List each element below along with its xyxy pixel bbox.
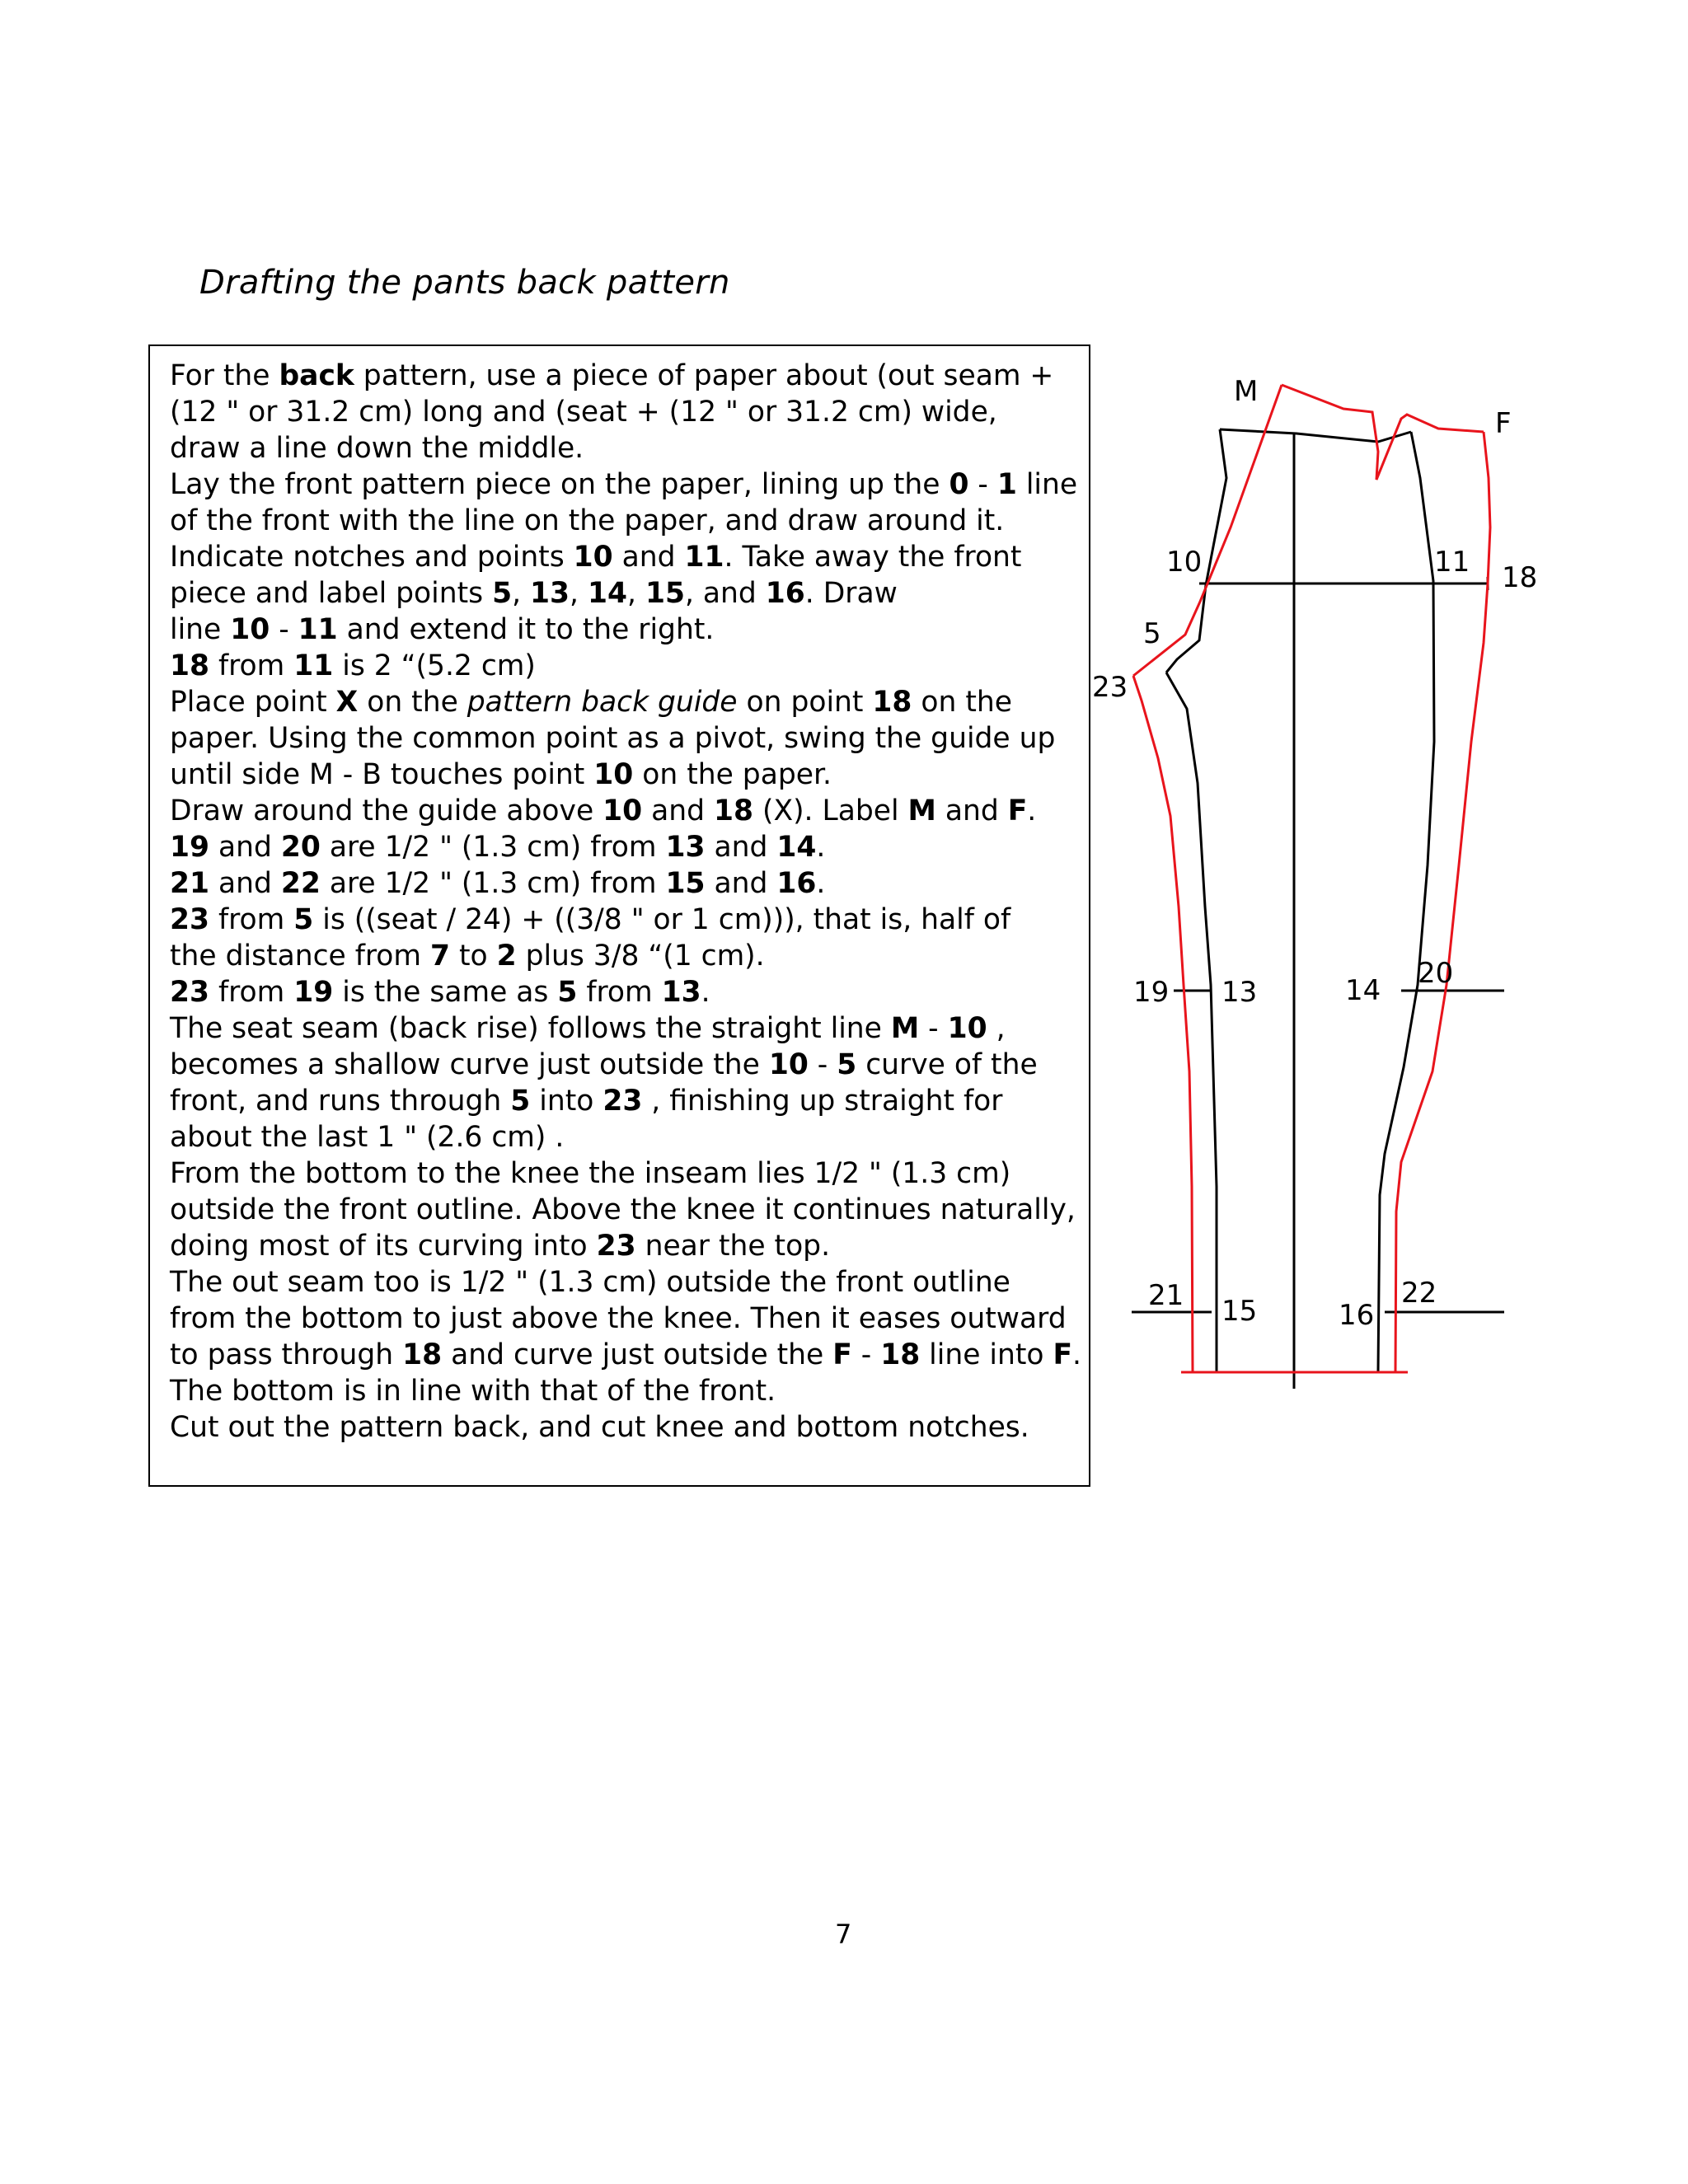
instruction-run: . xyxy=(1027,794,1037,827)
instruction-run: - xyxy=(851,1338,881,1371)
instruction-line xyxy=(170,1047,1085,1083)
instruction-line xyxy=(170,430,1085,466)
instruction-run: Place point xyxy=(170,686,336,719)
instruction-bold-run: 5 xyxy=(293,903,314,936)
instruction-run: and xyxy=(612,541,685,574)
instruction-run: outside the front outline. Above the knee it continues naturally, xyxy=(170,1193,1076,1226)
instruction-bold-run: 11 xyxy=(684,541,724,574)
instruction-line xyxy=(170,865,1085,902)
instruction-line xyxy=(170,1192,1085,1228)
instruction-bold-run: 5 xyxy=(510,1085,531,1118)
back-inseam xyxy=(1133,676,1193,1372)
instruction-bold-run: 19 xyxy=(170,831,210,864)
instruction-run: from xyxy=(209,903,294,936)
label-5: 5 xyxy=(1143,617,1161,650)
page-heading: Drafting the pants back pattern xyxy=(199,264,730,302)
instruction-run: - xyxy=(808,1048,837,1081)
label-20: 20 xyxy=(1418,957,1454,990)
instruction-line xyxy=(170,1083,1085,1119)
back-waistline xyxy=(1282,385,1484,480)
instruction-bold-run: 10 xyxy=(230,613,270,646)
instruction-run: curve of the xyxy=(856,1048,1038,1081)
instruction-line xyxy=(170,1010,1085,1047)
instruction-bold-run: 22 xyxy=(280,867,321,900)
instruction-run: piece and label points xyxy=(170,577,493,610)
instruction-run: into xyxy=(530,1085,603,1118)
instruction-bold-run: 11 xyxy=(293,649,334,682)
label-19: 19 xyxy=(1133,976,1170,1009)
instruction-run: from xyxy=(209,976,294,1009)
instruction-bold-run: 0 xyxy=(949,468,969,501)
instruction-run: and xyxy=(209,831,281,864)
label-10: 10 xyxy=(1166,546,1203,579)
instruction-bold-run: 23 xyxy=(596,1230,636,1263)
label-F: F xyxy=(1495,407,1512,440)
label-18: 18 xyxy=(1502,561,1538,594)
instruction-bold-run: 1 xyxy=(996,468,1017,501)
instruction-line xyxy=(170,1301,1085,1337)
instruction-bold-run: 13 xyxy=(665,831,706,864)
instruction-run: on the paper. xyxy=(633,758,832,791)
instruction-bold-run: 10 xyxy=(947,1012,987,1045)
instruction-run: front, and runs through xyxy=(170,1085,511,1118)
instruction-run: and curve just outside the xyxy=(442,1338,833,1371)
instruction-line xyxy=(170,829,1085,865)
instruction-bold-run: 19 xyxy=(293,976,334,1009)
instruction-bold-run: 20 xyxy=(280,831,321,864)
instruction-line xyxy=(170,938,1085,974)
instruction-run: Draw around the guide above xyxy=(170,794,603,827)
instruction-run: . xyxy=(816,867,826,900)
instruction-run: - xyxy=(968,468,997,501)
instruction-bold-run: 13 xyxy=(661,976,701,1009)
label-21: 21 xyxy=(1148,1279,1184,1312)
instruction-run: line into xyxy=(920,1338,1053,1371)
instruction-run: from xyxy=(577,976,662,1009)
instruction-bold-run: 7 xyxy=(430,940,451,972)
instruction-run: The seat seam (back rise) follows the straight line xyxy=(170,1012,891,1045)
instruction-bold-run: 10 xyxy=(573,541,613,574)
instruction-bold-run: 14 xyxy=(587,577,627,610)
front-outseam xyxy=(1378,432,1434,1372)
instruction-run: . Draw xyxy=(804,577,898,610)
instruction-run: The bottom is in line with that of the front. xyxy=(170,1375,776,1408)
instruction-bold-run: 21 xyxy=(170,867,210,900)
instruction-line xyxy=(170,684,1085,720)
instruction-line xyxy=(170,1228,1085,1264)
page-number: 7 xyxy=(835,1919,852,1950)
instruction-bold-run: 2 xyxy=(496,940,517,972)
instruction-line xyxy=(170,1264,1085,1301)
instruction-line xyxy=(170,1373,1085,1409)
instruction-run: and extend it to the right. xyxy=(337,613,715,646)
instruction-line xyxy=(170,1119,1085,1155)
instruction-line xyxy=(170,720,1085,757)
instruction-bold-run: M xyxy=(907,794,936,827)
instruction-run: Lay the front pattern piece on the paper, lining up the xyxy=(170,468,950,501)
instruction-run: until side M - B touches point xyxy=(170,758,594,791)
instruction-run: plus 3/8 “(1 cm). xyxy=(516,940,765,972)
instruction-run: (12 " or 31.2 cm) long and (seat + (12 " or 31.2 cm) wide, xyxy=(170,396,997,429)
instruction-run: , finishing up straight for xyxy=(642,1085,1003,1118)
label-13: 13 xyxy=(1221,976,1258,1009)
instruction-run: is the same as xyxy=(333,976,558,1009)
instruction-run: . xyxy=(701,976,710,1009)
instruction-italic-run: pattern back guide xyxy=(467,686,738,719)
instruction-line xyxy=(170,902,1085,938)
instruction-run: . xyxy=(816,831,826,864)
pants-back-pattern-diagram xyxy=(1088,371,1550,1409)
label-15: 15 xyxy=(1221,1295,1258,1328)
instruction-bold-run: 18 xyxy=(170,649,210,682)
instruction-line xyxy=(170,358,1085,394)
label-M: M xyxy=(1234,375,1259,408)
instruction-bold-run: 5 xyxy=(837,1048,857,1081)
instruction-run: becomes a shallow curve just outside the xyxy=(170,1048,769,1081)
instruction-run: are 1/2 " (1.3 cm) from xyxy=(320,867,666,900)
instruction-run: Indicate notches and points xyxy=(170,541,574,574)
instruction-run: , xyxy=(987,1012,1006,1045)
instruction-run: and xyxy=(935,794,1008,827)
instruction-bold-run: 23 xyxy=(170,903,210,936)
instruction-run: near the top. xyxy=(635,1230,831,1263)
instruction-run: from xyxy=(209,649,294,682)
instruction-bold-run: X xyxy=(335,686,359,719)
instruction-bold-run: 15 xyxy=(645,577,685,610)
instruction-bold-run: F xyxy=(1053,1338,1073,1371)
label-22: 22 xyxy=(1401,1277,1437,1310)
label-23: 23 xyxy=(1092,671,1128,704)
instruction-run: , xyxy=(570,577,588,610)
instruction-run: and xyxy=(705,831,777,864)
instruction-run: and xyxy=(705,867,777,900)
instruction-run: and xyxy=(642,794,714,827)
instruction-bold-run: F xyxy=(1007,794,1028,827)
instruction-run: , xyxy=(512,577,531,610)
instruction-run: is 2 “(5.2 cm) xyxy=(333,649,536,682)
instruction-run: line xyxy=(1016,468,1078,501)
instruction-run: from the bottom to just above the knee. Then it eases outward xyxy=(170,1302,1067,1335)
instruction-run: are 1/2 " (1.3 cm) from xyxy=(320,831,666,864)
instruction-run: For the xyxy=(170,359,279,392)
instruction-line xyxy=(170,1409,1085,1446)
instruction-bold-run: 10 xyxy=(768,1048,809,1081)
instruction-line xyxy=(170,466,1085,503)
label-16: 16 xyxy=(1339,1299,1375,1332)
instruction-run: line xyxy=(170,613,231,646)
instruction-run: - xyxy=(919,1012,948,1045)
instruction-line xyxy=(170,648,1085,684)
label-14: 14 xyxy=(1345,974,1381,1007)
instruction-run: on point xyxy=(737,686,873,719)
instruction-bold-run: 23 xyxy=(170,976,210,1009)
instruction-run: , xyxy=(627,577,645,610)
instruction-line xyxy=(170,1155,1085,1192)
instruction-run: - xyxy=(270,613,298,646)
back-outline xyxy=(1133,385,1490,1372)
instruction-line xyxy=(170,539,1085,575)
instruction-bold-run: 18 xyxy=(880,1338,921,1371)
instruction-bold-run: 10 xyxy=(603,794,643,827)
instruction-bold-run: 23 xyxy=(603,1085,643,1118)
instruction-run: about the last 1 " (2.6 cm) . xyxy=(170,1121,565,1154)
instruction-run: doing most of its curving into xyxy=(170,1230,597,1263)
instructions-text xyxy=(170,358,1085,1446)
instruction-bold-run: 18 xyxy=(402,1338,443,1371)
instruction-run: draw a line down the middle. xyxy=(170,432,584,465)
instruction-bold-run: F xyxy=(832,1338,852,1371)
instruction-run: paper. Using the common point as a pivot, swing the guide up xyxy=(170,722,1056,755)
instruction-bold-run: 14 xyxy=(776,831,817,864)
label-11: 11 xyxy=(1434,546,1470,579)
instruction-run: the distance from xyxy=(170,940,430,972)
instruction-line xyxy=(170,793,1085,829)
instruction-bold-run: 5 xyxy=(492,577,513,610)
instruction-run: to pass through xyxy=(170,1338,403,1371)
instruction-bold-run: 18 xyxy=(714,794,754,827)
instruction-bold-run: 15 xyxy=(665,867,706,900)
instruction-bold-run: 16 xyxy=(765,577,805,610)
instruction-run: The out seam too is 1/2 " (1.3 cm) outside the front outline xyxy=(170,1266,1010,1299)
instruction-run: on the xyxy=(912,686,1012,719)
instruction-bold-run: 16 xyxy=(776,867,817,900)
instruction-run: of the front with the line on the paper, and draw around it. xyxy=(170,504,1005,537)
instruction-line xyxy=(170,394,1085,430)
instruction-run: on the xyxy=(358,686,467,719)
front-waistline xyxy=(1220,429,1411,442)
instruction-line xyxy=(170,575,1085,612)
instruction-run: . xyxy=(1072,1338,1082,1371)
instruction-line xyxy=(170,757,1085,793)
instruction-run: pattern, use a piece of paper about (out seam + xyxy=(354,359,1054,392)
instruction-line xyxy=(170,974,1085,1010)
instruction-run: . Take away the front xyxy=(724,541,1022,574)
instruction-run: and xyxy=(209,867,281,900)
instruction-bold-run: M xyxy=(890,1012,920,1045)
instruction-run: Cut out the pattern back, and cut knee and bottom notches. xyxy=(170,1411,1029,1444)
instruction-line xyxy=(170,1337,1085,1373)
instruction-run: to xyxy=(450,940,497,972)
instructions-box xyxy=(148,344,1090,1487)
instruction-line xyxy=(170,612,1085,648)
instruction-bold-run: 18 xyxy=(872,686,912,719)
instruction-run: (X). Label xyxy=(753,794,908,827)
instruction-run: is ((seat / 24) + ((3/8 " or 1 cm))), that is, half of xyxy=(313,903,1011,936)
instruction-bold-run: 10 xyxy=(593,758,634,791)
instruction-bold-run: 5 xyxy=(557,976,578,1009)
instruction-bold-run: 11 xyxy=(298,613,338,646)
instruction-run: From the bottom to the knee the inseam lies 1/2 " (1.3 cm) xyxy=(170,1157,1011,1190)
instruction-run: , and xyxy=(684,577,766,610)
instruction-bold-run: back xyxy=(279,359,354,392)
instruction-line xyxy=(170,503,1085,539)
instruction-bold-run: 13 xyxy=(530,577,570,610)
